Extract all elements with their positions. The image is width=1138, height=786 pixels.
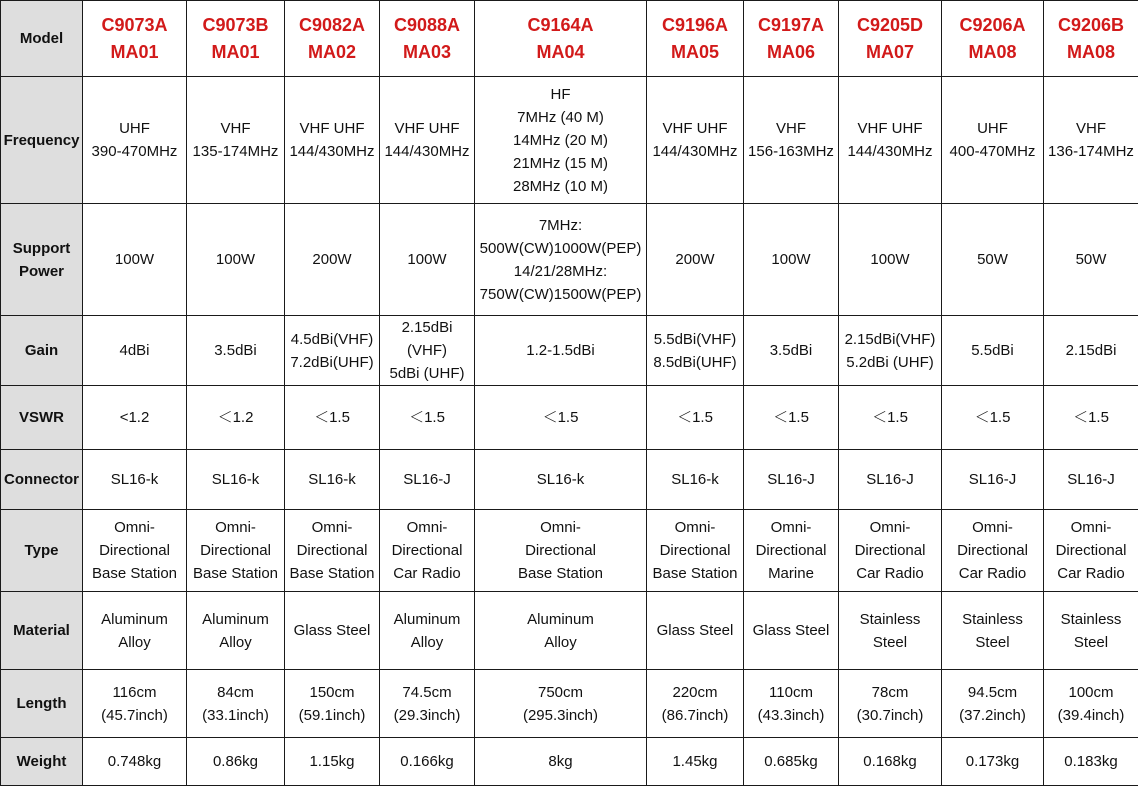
weight-cell: 0.86kg: [187, 738, 285, 786]
gain-cell: 3.5dBi: [744, 316, 839, 386]
model-cell: C9073A MA01: [83, 1, 187, 77]
gain-cell: 2.15dBi(VHF) 5.2dBi (UHF): [839, 316, 942, 386]
vswr-cell: <1.2: [83, 386, 187, 450]
weight-cell: 0.173kg: [942, 738, 1044, 786]
connector-cell: SL16-k: [285, 450, 380, 510]
connector-cell: SL16-J: [1044, 450, 1138, 510]
vswr-cell: ＜1.5: [942, 386, 1044, 450]
power-cell: 50W: [942, 204, 1044, 316]
type-cell: Omni- Directional Car Radio: [839, 510, 942, 592]
model-cell: C9073B MA01: [187, 1, 285, 77]
row-header-vswr: VSWR: [1, 386, 83, 450]
material-cell: Aluminum Alloy: [83, 592, 187, 670]
model-cell: C9206B MA08: [1044, 1, 1138, 77]
material-cell: Stainless Steel: [942, 592, 1044, 670]
length-cell: 100cm (39.4inch): [1044, 670, 1138, 738]
row-header-weight: Weight: [1, 738, 83, 786]
power-cell: 100W: [744, 204, 839, 316]
model-cell: C9205D MA07: [839, 1, 942, 77]
length-cell: 110cm (43.3inch): [744, 670, 839, 738]
vswr-cell: ＜1.5: [1044, 386, 1138, 450]
length-row: [1, 670, 1138, 738]
power-row: [1, 204, 1138, 316]
row-header-type: Type: [1, 510, 83, 592]
connector-cell: SL16-J: [839, 450, 942, 510]
type-cell: Omni- Directional Base Station: [647, 510, 744, 592]
connector-cell: SL16-k: [187, 450, 285, 510]
material-row: [1, 592, 1138, 670]
model-row: [1, 1, 1138, 77]
type-cell: Omni- Directional Marine: [744, 510, 839, 592]
frequency-cell: VHF UHF 144/430MHz: [647, 77, 744, 204]
length-cell: 84cm (33.1inch): [187, 670, 285, 738]
frequency-cell: UHF 390-470MHz: [83, 77, 187, 204]
frequency-cell: VHF 135-174MHz: [187, 77, 285, 204]
model-cell: C9088A MA03: [380, 1, 475, 77]
power-cell: 100W: [380, 204, 475, 316]
material-cell: Glass Steel: [647, 592, 744, 670]
vswr-cell: ＜1.5: [475, 386, 647, 450]
length-cell: 750cm (295.3inch): [475, 670, 647, 738]
vswr-cell: ＜1.5: [647, 386, 744, 450]
gain-cell: 5.5dBi(VHF) 8.5dBi(UHF): [647, 316, 744, 386]
row-header-power: Support Power: [1, 204, 83, 316]
type-cell: Omni- Directional Car Radio: [942, 510, 1044, 592]
weight-cell: 0.183kg: [1044, 738, 1138, 786]
frequency-cell: VHF 156-163MHz: [744, 77, 839, 204]
length-cell: 116cm (45.7inch): [83, 670, 187, 738]
vswr-row: [1, 386, 1138, 450]
connector-cell: SL16-J: [744, 450, 839, 510]
length-cell: 94.5cm (37.2inch): [942, 670, 1044, 738]
gain-cell: 4dBi: [83, 316, 187, 386]
gain-cell: 2.15dBi (VHF) 5dBi (UHF): [380, 316, 475, 386]
power-cell: 200W: [647, 204, 744, 316]
gain-row: [1, 316, 1138, 386]
material-cell: Stainless Steel: [839, 592, 942, 670]
row-header-material: Material: [1, 592, 83, 670]
length-cell: 74.5cm (29.3inch): [380, 670, 475, 738]
type-cell: Omni- Directional Base Station: [83, 510, 187, 592]
connector-cell: SL16-k: [475, 450, 647, 510]
power-cell: 200W: [285, 204, 380, 316]
weight-cell: 1.45kg: [647, 738, 744, 786]
material-cell: Glass Steel: [285, 592, 380, 670]
vswr-cell: ＜1.5: [285, 386, 380, 450]
type-cell: Omni- Directional Base Station: [475, 510, 647, 592]
connector-cell: SL16-k: [647, 450, 744, 510]
type-cell: Omni- Directional Car Radio: [380, 510, 475, 592]
material-cell: Stainless Steel: [1044, 592, 1138, 670]
weight-cell: 0.166kg: [380, 738, 475, 786]
row-header-model: Model: [1, 1, 83, 77]
frequency-cell: VHF UHF 144/430MHz: [285, 77, 380, 204]
material-cell: Aluminum Alloy: [187, 592, 285, 670]
vswr-cell: ＜1.5: [744, 386, 839, 450]
power-cell: 7MHz: 500W(CW)1000W(PEP) 14/21/28MHz: 750W(CW)1500W(PEP): [475, 204, 647, 316]
connector-cell: SL16-k: [83, 450, 187, 510]
vswr-cell: ＜1.5: [839, 386, 942, 450]
frequency-cell: UHF 400-470MHz: [942, 77, 1044, 204]
type-cell: Omni- Directional Base Station: [285, 510, 380, 592]
vswr-cell: ＜1.5: [380, 386, 475, 450]
frequency-cell: VHF 136-174MHz: [1044, 77, 1138, 204]
length-cell: 78cm (30.7inch): [839, 670, 942, 738]
weight-cell: 1.15kg: [285, 738, 380, 786]
type-cell: Omni- Directional Car Radio: [1044, 510, 1138, 592]
power-cell: 50W: [1044, 204, 1138, 316]
vswr-cell: ＜1.2: [187, 386, 285, 450]
connector-row: [1, 450, 1138, 510]
weight-cell: 0.748kg: [83, 738, 187, 786]
type-row: [1, 510, 1138, 592]
gain-cell: 2.15dBi: [1044, 316, 1138, 386]
length-cell: 220cm (86.7inch): [647, 670, 744, 738]
frequency-cell: VHF UHF 144/430MHz: [839, 77, 942, 204]
power-cell: 100W: [83, 204, 187, 316]
length-cell: 150cm (59.1inch): [285, 670, 380, 738]
model-cell: C9196A MA05: [647, 1, 744, 77]
frequency-cell: VHF UHF 144/430MHz: [380, 77, 475, 204]
weight-cell: 0.685kg: [744, 738, 839, 786]
frequency-cell: HF 7MHz (40 M) 14MHz (20 M) 21MHz (15 M) 28MHz (10 M): [475, 77, 647, 204]
weight-cell: 0.168kg: [839, 738, 942, 786]
connector-cell: SL16-J: [380, 450, 475, 510]
power-cell: 100W: [187, 204, 285, 316]
model-cell: C9197A MA06: [744, 1, 839, 77]
row-header-connector: Connector: [1, 450, 83, 510]
gain-cell: 5.5dBi: [942, 316, 1044, 386]
gain-cell: 3.5dBi: [187, 316, 285, 386]
gain-cell: 1.2-1.5dBi: [475, 316, 647, 386]
model-cell: C9082A MA02: [285, 1, 380, 77]
weight-cell: 8kg: [475, 738, 647, 786]
frequency-row: [1, 77, 1138, 204]
row-header-length: Length: [1, 670, 83, 738]
material-cell: Glass Steel: [744, 592, 839, 670]
type-cell: Omni- Directional Base Station: [187, 510, 285, 592]
gain-cell: 4.5dBi(VHF) 7.2dBi(UHF): [285, 316, 380, 386]
material-cell: Aluminum Alloy: [380, 592, 475, 670]
model-cell: C9164A MA04: [475, 1, 647, 77]
weight-row: [1, 738, 1138, 786]
connector-cell: SL16-J: [942, 450, 1044, 510]
row-header-gain: Gain: [1, 316, 83, 386]
power-cell: 100W: [839, 204, 942, 316]
material-cell: Aluminum Alloy: [475, 592, 647, 670]
row-header-frequency: Frequency: [1, 77, 83, 204]
model-cell: C9206A MA08: [942, 1, 1044, 77]
